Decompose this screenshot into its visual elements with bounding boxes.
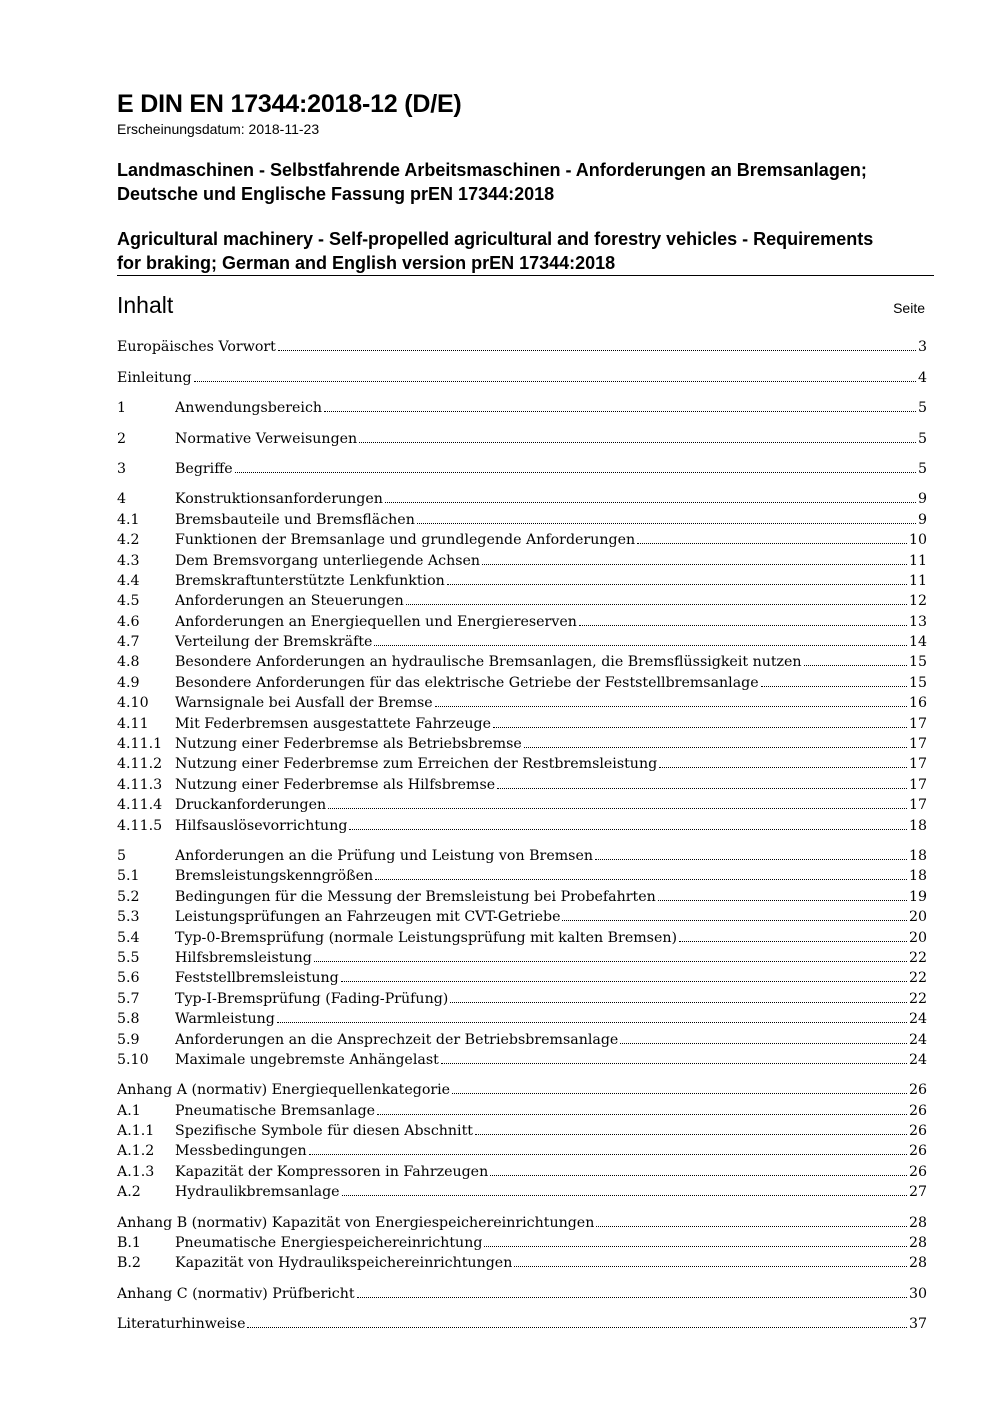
- toc-entry-number: 4.4: [117, 572, 140, 589]
- toc-entry-number: A.1.2: [117, 1143, 155, 1160]
- toc-dot-leader: [314, 961, 907, 962]
- toc-dot-leader: [493, 727, 907, 728]
- toc-page-column-label: Seite: [893, 300, 925, 316]
- toc-entry[interactable]: [117, 713, 927, 733]
- toc-entry-title: Besondere Anforderungen an hydraulische Bremsanlagen, die Bremsflüssigkeit nutzen: [175, 654, 802, 671]
- toc-entry-number: 4.7: [117, 634, 140, 651]
- toc-entry[interactable]: [117, 1283, 927, 1303]
- toc-entry-page: 24: [908, 1051, 927, 1068]
- toc-dot-leader: [441, 1063, 907, 1064]
- toc-entry-title: Anhang C (normativ) Prüfbericht: [117, 1285, 355, 1302]
- toc-entry[interactable]: [117, 927, 927, 947]
- toc-entry-page: 12: [908, 593, 927, 610]
- title-german: Landmaschinen - Selbstfahrende Arbeitsmaschinen - Anforderungen an Bremsanlagen; Deutsche und Englische Fassung prEN 17344:2018: [117, 160, 867, 204]
- toc-entry[interactable]: [117, 489, 927, 509]
- toc-entry[interactable]: [117, 1253, 927, 1273]
- toc-entry-title: Literaturhinweise: [117, 1316, 246, 1333]
- toc-entry-number: 4.3: [117, 552, 140, 569]
- toc-entry-page: 22: [908, 990, 927, 1007]
- publication-date-value: 2018-11-23: [248, 121, 320, 137]
- toc-entry-title: Mit Federbremsen ausgestattete Fahrzeuge: [175, 715, 491, 732]
- toc-entry-page: 9: [917, 491, 927, 508]
- toc-entry-page: 24: [908, 1031, 927, 1048]
- toc-entry-number: 4.9: [117, 674, 140, 691]
- toc-entry-title: Kapazität der Kompressoren in Fahrzeugen: [175, 1163, 489, 1180]
- toc-entry[interactable]: [117, 367, 927, 387]
- toc-entry-title: Konstruktionsanforderungen: [175, 491, 383, 508]
- toc-entry[interactable]: [117, 1121, 927, 1141]
- toc-entry-title: Bremsbauteile und Bremsflächen: [175, 511, 415, 528]
- toc-entry-number: 4.5: [117, 593, 140, 610]
- toc-dot-leader: [497, 788, 907, 789]
- toc-entry[interactable]: [117, 754, 927, 774]
- toc-entry-title: Pneumatische Bremsanlage: [175, 1102, 376, 1119]
- toc-dot-leader: [452, 1093, 907, 1094]
- toc-entry-number: 5.1: [117, 868, 140, 885]
- toc-entry-title: Anforderungen an Energiequellen und Energiereserven: [175, 613, 577, 630]
- toc-entry-title: Kapazität von Hydraulikspeichereinrichtungen: [175, 1255, 513, 1272]
- toc-entry-page: 28: [908, 1235, 927, 1252]
- toc-dot-leader: [596, 1226, 907, 1227]
- toc-entry-page: 30: [908, 1285, 927, 1302]
- toc-entry[interactable]: [117, 846, 927, 866]
- toc-entry[interactable]: [117, 774, 927, 794]
- toc-entry-title: Warmleistung: [175, 1011, 275, 1028]
- toc-dot-leader: [359, 442, 916, 443]
- toc-entry-number: 5.10: [117, 1051, 149, 1068]
- toc-dot-leader: [482, 564, 907, 565]
- toc-entry-title: Hilfsbremsleistung: [175, 949, 312, 966]
- toc-entry-title: Messbedingungen: [175, 1143, 307, 1160]
- toc-entry-page: 26: [908, 1082, 927, 1099]
- toc-entry-number: 4.2: [117, 532, 140, 549]
- toc-entry[interactable]: [117, 1314, 927, 1334]
- toc-entry-page: 19: [908, 888, 927, 905]
- toc-entry-number: 5.4: [117, 929, 140, 946]
- toc-dot-leader: [417, 523, 916, 524]
- toc-entry-page: 27: [908, 1184, 927, 1201]
- toc-dot-leader: [620, 1043, 907, 1044]
- toc-dot-leader: [324, 411, 916, 412]
- toc-entry-title: Begriffe: [175, 460, 233, 477]
- toc-entry-number: 4.10: [117, 695, 149, 712]
- toc-entry-title: Europäisches Vorwort: [117, 339, 276, 356]
- toc-entry-number: 5.2: [117, 888, 140, 905]
- toc-entry[interactable]: [117, 795, 927, 815]
- toc-dot-leader: [194, 381, 916, 382]
- toc-entry-number: A.2: [117, 1184, 141, 1201]
- toc-entry-page: 26: [908, 1123, 927, 1140]
- toc-entry-number: 4.11.1: [117, 736, 163, 753]
- toc-entry-number: 4.11: [117, 715, 149, 732]
- toc-entry-page: 13: [908, 613, 927, 630]
- toc-entry[interactable]: [117, 672, 927, 692]
- publication-date-label: Erscheinungsdatum:: [117, 121, 245, 137]
- toc-entry-number: 4.1: [117, 511, 140, 528]
- toc-dot-leader: [484, 1246, 907, 1247]
- toc-entry-title: Bremsleistungskenngrößen: [175, 868, 374, 885]
- document-designation: E DIN EN 17344:2018-12 (D/E): [117, 90, 462, 118]
- toc-entry-title: Nutzung einer Federbremse als Hilfsbremse: [175, 776, 496, 793]
- toc-entry-page: 9: [917, 511, 927, 528]
- toc-entry[interactable]: [117, 1009, 927, 1029]
- toc-entry-page: 22: [908, 970, 927, 987]
- toc-entry[interactable]: [117, 591, 927, 611]
- toc-entry-page: 3: [917, 339, 927, 356]
- toc-entry-page: 17: [908, 736, 927, 753]
- toc-entry[interactable]: [117, 1029, 927, 1049]
- toc-entry[interactable]: [117, 652, 927, 672]
- toc-entry-number: A.1.1: [117, 1123, 155, 1140]
- toc-dot-leader: [562, 920, 906, 921]
- toc-entry-title: Einleitung: [117, 369, 192, 386]
- toc-entry-title: Anhang B (normativ) Kapazität von Energiespeichereinrichtungen: [117, 1214, 595, 1231]
- toc-entry-title: Feststellbremsleistung: [175, 970, 339, 987]
- toc-dot-leader: [278, 350, 916, 351]
- toc-entry-page: 18: [908, 847, 927, 864]
- toc-entry[interactable]: [117, 907, 927, 927]
- toc-entry-title: Spezifische Symbole für diesen Abschnitt: [175, 1123, 473, 1140]
- toc-entry[interactable]: [117, 968, 927, 988]
- toc-entry[interactable]: [117, 398, 927, 418]
- toc-entry[interactable]: [117, 1233, 927, 1253]
- toc-entry-title: Bedingungen für die Messung der Bremsleistung bei Probefahrten: [175, 888, 656, 905]
- toc-dot-leader: [277, 1022, 907, 1023]
- toc-entry[interactable]: [117, 550, 927, 570]
- toc-entry-title: Hydraulikbremsanlage: [175, 1184, 340, 1201]
- toc-dot-leader: [761, 686, 907, 687]
- toc-entry-title: Anforderungen an die Prüfung und Leistung von Bremsen: [175, 847, 593, 864]
- toc-dot-leader: [235, 472, 916, 473]
- toc-entry-number: A.1: [117, 1102, 141, 1119]
- toc-entry-page: 17: [908, 797, 927, 814]
- toc-entry[interactable]: [117, 1161, 927, 1181]
- toc-dot-leader: [447, 584, 907, 585]
- toc-dot-leader: [374, 645, 906, 646]
- toc-dot-leader: [357, 1297, 907, 1298]
- toc-entry-page: 18: [908, 817, 927, 834]
- toc-dot-leader: [309, 1154, 907, 1155]
- toc-entry-number: 4: [117, 491, 127, 508]
- toc-entry[interactable]: [117, 988, 927, 1008]
- toc-dot-leader: [524, 747, 907, 748]
- toc-entry-number: 4.6: [117, 613, 140, 630]
- toc-entry-page: 18: [908, 868, 927, 885]
- toc-entry[interactable]: [117, 886, 927, 906]
- toc-entry[interactable]: [117, 734, 927, 754]
- toc-entry-page: 17: [908, 715, 927, 732]
- toc-entry-title: Anwendungsbereich: [175, 400, 323, 417]
- toc-entry-page: 24: [908, 1011, 927, 1028]
- toc-entry-page: 5: [917, 400, 927, 417]
- toc-entry[interactable]: [117, 632, 927, 652]
- toc-entry-number: B.1: [117, 1235, 141, 1252]
- toc-entry[interactable]: [117, 530, 927, 550]
- toc-entry-number: 5: [117, 847, 127, 864]
- toc-entry-title: Pneumatische Energiespeichereinrichtung: [175, 1235, 483, 1252]
- toc-entry-page: 14: [908, 634, 927, 651]
- toc-entry-title: Bremskraftunterstützte Lenkfunktion: [175, 572, 445, 589]
- toc-dot-leader: [514, 1266, 907, 1267]
- toc-entry-page: 4: [917, 369, 927, 386]
- toc-entry-title: Besondere Anforderungen für das elektrische Getriebe der Feststellbremsanlage: [175, 674, 759, 691]
- toc-entry-number: 5.5: [117, 949, 140, 966]
- toc-entry[interactable]: [117, 948, 927, 968]
- toc-entry-number: A.1.3: [117, 1163, 155, 1180]
- toc-entry-title: Dem Bremsvorgang unterliegende Achsen: [175, 552, 481, 569]
- toc-dot-leader: [342, 1195, 907, 1196]
- toc-entry[interactable]: [117, 571, 927, 591]
- table-of-contents: [117, 337, 927, 1334]
- toc-dot-leader: [450, 1002, 907, 1003]
- toc-heading: Inhalt: [117, 292, 174, 318]
- toc-entry-title: Funktionen der Bremsanlage und grundlegende Anforderungen: [175, 532, 636, 549]
- toc-entry-page: 26: [908, 1163, 927, 1180]
- toc-entry-title: Anforderungen an Steuerungen: [175, 593, 404, 610]
- toc-entry-number: B.2: [117, 1255, 141, 1272]
- toc-entry[interactable]: [117, 509, 927, 529]
- toc-entry-title: Typ-I-Bremsprüfung (Fading-Prüfung): [175, 990, 449, 1007]
- toc-entry-page: 22: [908, 949, 927, 966]
- toc-dot-leader: [349, 829, 907, 830]
- toc-entry-page: 11: [908, 552, 927, 569]
- toc-entry-number: 5.6: [117, 970, 140, 987]
- toc-entry-number: 5.9: [117, 1031, 140, 1048]
- toc-entry-page: 28: [908, 1255, 927, 1272]
- toc-entry[interactable]: [117, 1050, 927, 1070]
- toc-entry-title: Hilfsauslösevorrichtung: [175, 817, 348, 834]
- toc-entry-page: 28: [908, 1214, 927, 1231]
- toc-entry-page: 17: [908, 776, 927, 793]
- toc-entry-number: 4.11.2: [117, 756, 163, 773]
- toc-entry-page: 5: [917, 430, 927, 447]
- toc-entry-page: 26: [908, 1143, 927, 1160]
- toc-entry-number: 2: [117, 430, 127, 447]
- toc-dot-leader: [658, 900, 907, 901]
- toc-entry-page: 11: [908, 572, 927, 589]
- toc-entry[interactable]: [117, 1080, 927, 1100]
- toc-entry-title: Typ-0-Bremsprüfung (normale Leistungsprüfung mit kalten Bremsen): [175, 929, 678, 946]
- toc-entry-title: Druckanforderungen: [175, 797, 327, 814]
- toc-entry[interactable]: [117, 459, 927, 479]
- toc-entry[interactable]: [117, 693, 927, 713]
- toc-entry-number: 4.8: [117, 654, 140, 671]
- toc-dot-leader: [341, 981, 907, 982]
- toc-entry-number: 1: [117, 400, 127, 417]
- toc-dot-leader: [435, 706, 907, 707]
- title-english: Agricultural machinery - Self-propelled agricultural and forestry vehicles - Requirements for braking; German and English version prEN 17344:2018: [117, 229, 874, 273]
- toc-dot-leader: [490, 1175, 907, 1176]
- toc-dot-leader: [659, 767, 907, 768]
- toc-entry-number: 4.11.4: [117, 797, 163, 814]
- toc-entry-number: 5.8: [117, 1011, 140, 1028]
- toc-entry-title: Leistungsprüfungen an Fahrzeugen mit CVT-Getriebe: [175, 909, 561, 926]
- toc-entry[interactable]: [117, 428, 927, 448]
- toc-dot-leader: [637, 543, 907, 544]
- toc-entry-title: Maximale ungebremste Anhängelast: [175, 1051, 439, 1068]
- toc-entry-page: 10: [908, 532, 927, 549]
- toc-entry-page: 15: [908, 654, 927, 671]
- toc-entry[interactable]: [117, 815, 927, 835]
- toc-entry-title: Verteilung der Bremskräfte: [175, 634, 373, 651]
- toc-dot-leader: [406, 604, 907, 605]
- toc-entry-title: Anhang A (normativ) Energiequellenkategorie: [117, 1082, 451, 1099]
- toc-dot-leader: [475, 1134, 907, 1135]
- toc-entry-page: 20: [908, 909, 927, 926]
- toc-entry-page: 15: [908, 674, 927, 691]
- toc-entry-title: Normative Verweisungen: [175, 430, 358, 447]
- toc-entry-page: 5: [917, 460, 927, 477]
- toc-entry-number: 4.11.3: [117, 776, 163, 793]
- toc-entry-page: 16: [908, 695, 927, 712]
- toc-dot-leader: [679, 941, 907, 942]
- toc-dot-leader: [804, 665, 907, 666]
- toc-entry-page: 20: [908, 929, 927, 946]
- toc-entry[interactable]: [117, 611, 927, 631]
- toc-entry[interactable]: [117, 337, 927, 357]
- toc-entry-number: 5.7: [117, 990, 140, 1007]
- toc-entry-page: 26: [908, 1102, 927, 1119]
- publication-date: [117, 121, 319, 137]
- toc-dot-leader: [579, 625, 907, 626]
- toc-entry[interactable]: [117, 866, 927, 886]
- toc-entry-title: Anforderungen an die Ansprechzeit der Betriebsbremsanlage: [175, 1031, 619, 1048]
- toc-dot-leader: [328, 808, 907, 809]
- toc-dot-leader: [595, 859, 907, 860]
- toc-entry-title: Nutzung einer Federbremse zum Erreichen der Restbremsleistung: [175, 756, 658, 773]
- toc-dot-leader: [385, 502, 916, 503]
- toc-dot-leader: [247, 1327, 906, 1328]
- toc-dot-leader: [377, 1114, 907, 1115]
- toc-entry[interactable]: [117, 1212, 927, 1232]
- toc-entry-number: 4.11.5: [117, 817, 163, 834]
- header-divider: [117, 275, 934, 276]
- toc-entry[interactable]: [117, 1100, 927, 1120]
- toc-entry-title: Nutzung einer Federbremse als Betriebsbremse: [175, 736, 522, 753]
- toc-entry-page: 17: [908, 756, 927, 773]
- toc-entry-number: 3: [117, 460, 127, 477]
- toc-dot-leader: [375, 879, 907, 880]
- toc-entry-page: 37: [908, 1316, 927, 1333]
- toc-entry-title: Warnsignale bei Ausfall der Bremse: [175, 695, 433, 712]
- toc-entry[interactable]: [117, 1182, 927, 1202]
- toc-entry[interactable]: [117, 1141, 927, 1161]
- toc-entry-number: 5.3: [117, 909, 140, 926]
